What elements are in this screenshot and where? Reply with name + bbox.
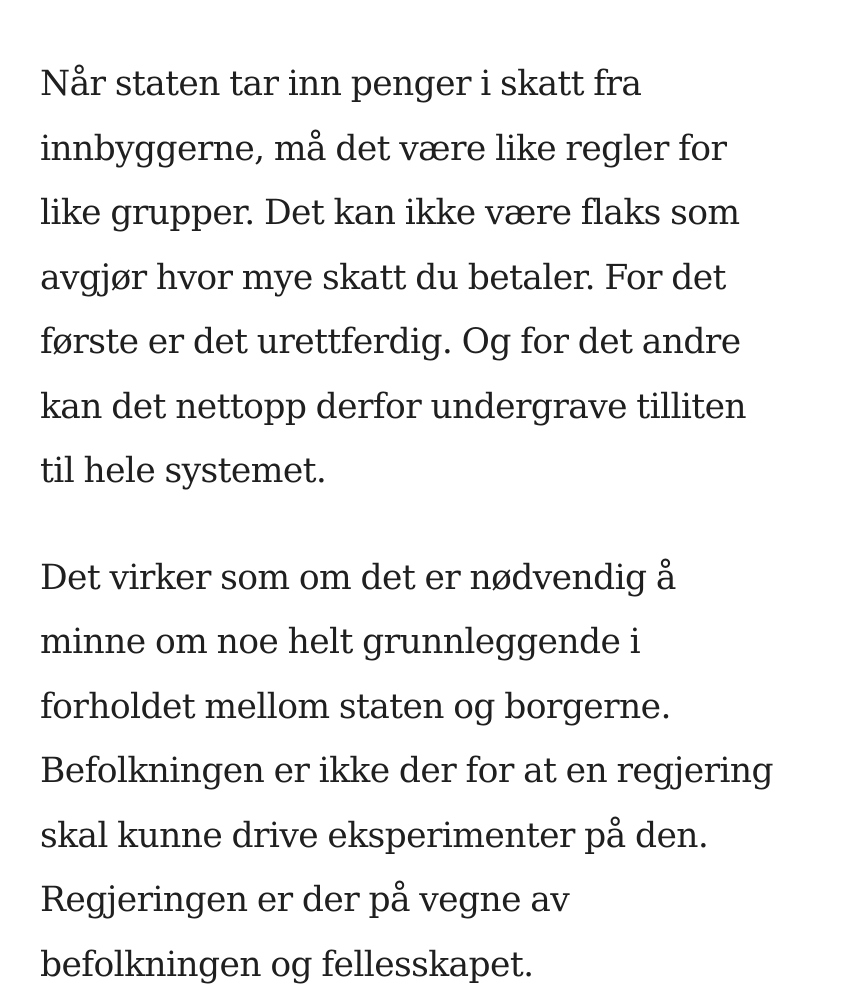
text-line: minne om noe helt grunnleggende i bbox=[40, 622, 641, 662]
text-line: første er det urettferdig. Og for det andre bbox=[40, 322, 741, 362]
text-line: avgjør hvor mye skatt du betaler. For det bbox=[40, 257, 726, 298]
text-line: Regjeringen er der på vegne av bbox=[40, 880, 570, 920]
paragraph-2 bbox=[40, 546, 834, 998]
text-line: kan det nettopp derfor undergrave tilliten bbox=[40, 386, 747, 427]
text-line: skal kunne drive eksperimenter på den. bbox=[40, 815, 709, 856]
text-line: forholdet mellom staten og borgerne. bbox=[40, 686, 671, 727]
paragraph-1 bbox=[40, 52, 834, 504]
text-line: befolkningen og fellesskapet. bbox=[40, 944, 534, 985]
text-line: Befolkningen er ikke der for at en regjering bbox=[40, 751, 774, 791]
text-line: Det virker som om det er nødvendig å bbox=[40, 557, 676, 598]
text-line: Når staten tar inn penger i skatt fra bbox=[40, 64, 642, 104]
text-line: like grupper. Det kan ikke være flaks som bbox=[40, 193, 740, 233]
text-line: til hele systemet. bbox=[40, 451, 327, 491]
text-line: innbyggerne, må det være like regler for bbox=[40, 128, 727, 169]
